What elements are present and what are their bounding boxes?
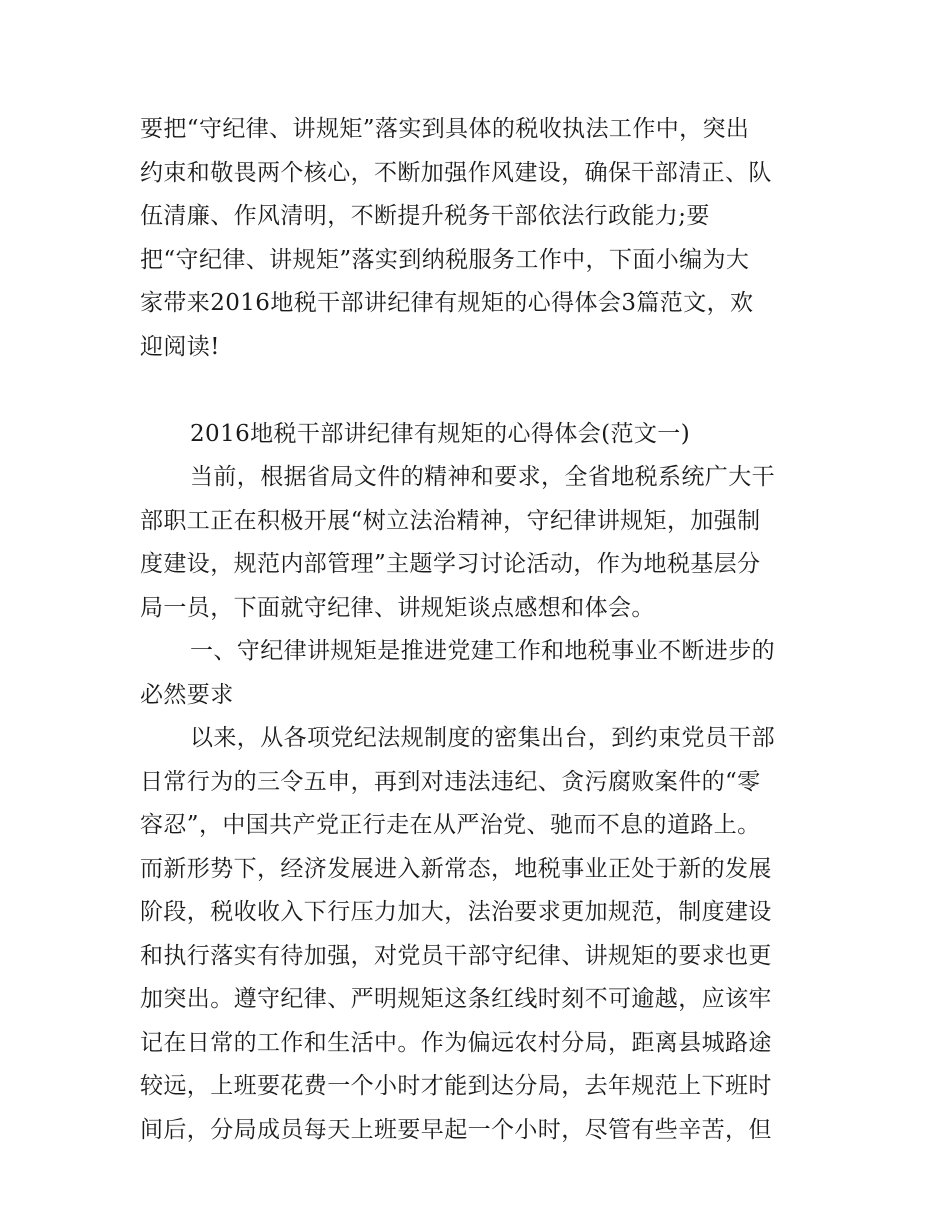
text-line: 把“守纪律、讲规矩”落实到纳税服务工作中，下面小编为大 <box>140 246 750 273</box>
blank-line <box>140 369 812 413</box>
text-line: 和执行落实有待加强，对党员干部守纪律、讲规矩的要求也更 <box>140 942 772 969</box>
heading-line: 一、守纪律讲规矩是推进党建工作和地税事业不断进步的 <box>190 638 775 664</box>
text-line: 伍清廉、作风清明，不断提升税务干部依法行政能力;要 <box>140 203 710 229</box>
text-line: 较远，上班要花费一个小时才能到达分局，去年规范上下班时 <box>140 1073 772 1099</box>
text-line: 度建设，规范内部管理”主题学习讨论活动，作为地税基层分 <box>140 551 761 577</box>
text-line: 记在日常的工作和生活中。作为偏远农村分局，距离县城路途 <box>140 1029 772 1056</box>
text-line: 加突出。遵守纪律、严明规矩这条红线时刻不可逾越，应该牢 <box>140 986 772 1012</box>
document-body <box>140 108 812 1152</box>
heading-line: 必然要求 <box>140 681 234 708</box>
text-line: 间后，分局成员每天上班要早起一个小时，尽管有些辛苦，但 <box>140 1116 772 1143</box>
text-line: 阶段，税收收入下行压力加大，法治要求更加规范，制度建设 <box>140 899 772 925</box>
text-line: 部职工正在积极开展“树立法治精神，守纪律讲规矩，加强制 <box>140 507 761 534</box>
text-line: 以来，从各项党纪法规制度的密集出台，到约束党员干部 <box>190 725 775 751</box>
intro-paragraph <box>140 108 812 369</box>
section-title <box>140 413 812 457</box>
text-line: 要把“守纪律、讲规矩”落实到具体的税收执法工作中，突出 <box>140 116 750 142</box>
text-line: 日常行为的三令五申，再到对违法违纪、贪污腐败案件的“零 <box>140 768 761 795</box>
paragraph-2 <box>140 717 812 1152</box>
text-line: 局一员，下面就守纪律、讲规矩谈点感想和体会。 <box>140 594 655 621</box>
text-line: 而新形势下，经济发展进入新常态，地税事业正处于新的发展 <box>140 855 772 882</box>
text-line: 家带来2016地税干部讲纪律有规矩的心得体会3篇范文，欢 <box>140 290 754 316</box>
section-title-text: 2016地税干部讲纪律有规矩的心得体会(范文一) <box>190 420 691 447</box>
text-line: 迎阅读! <box>140 333 220 360</box>
text-line: 约束和敬畏两个核心，不断加强作风建设，确保干部清正、队 <box>140 159 772 186</box>
text-line: 容忍”，中国共产党正行走在从严治党、驰而不息的道路上。 <box>140 812 761 838</box>
heading-1 <box>140 630 812 717</box>
text-line: 当前，根据省局文件的精神和要求，全省地税系统广大干 <box>190 464 775 490</box>
paragraph-1 <box>140 456 812 630</box>
